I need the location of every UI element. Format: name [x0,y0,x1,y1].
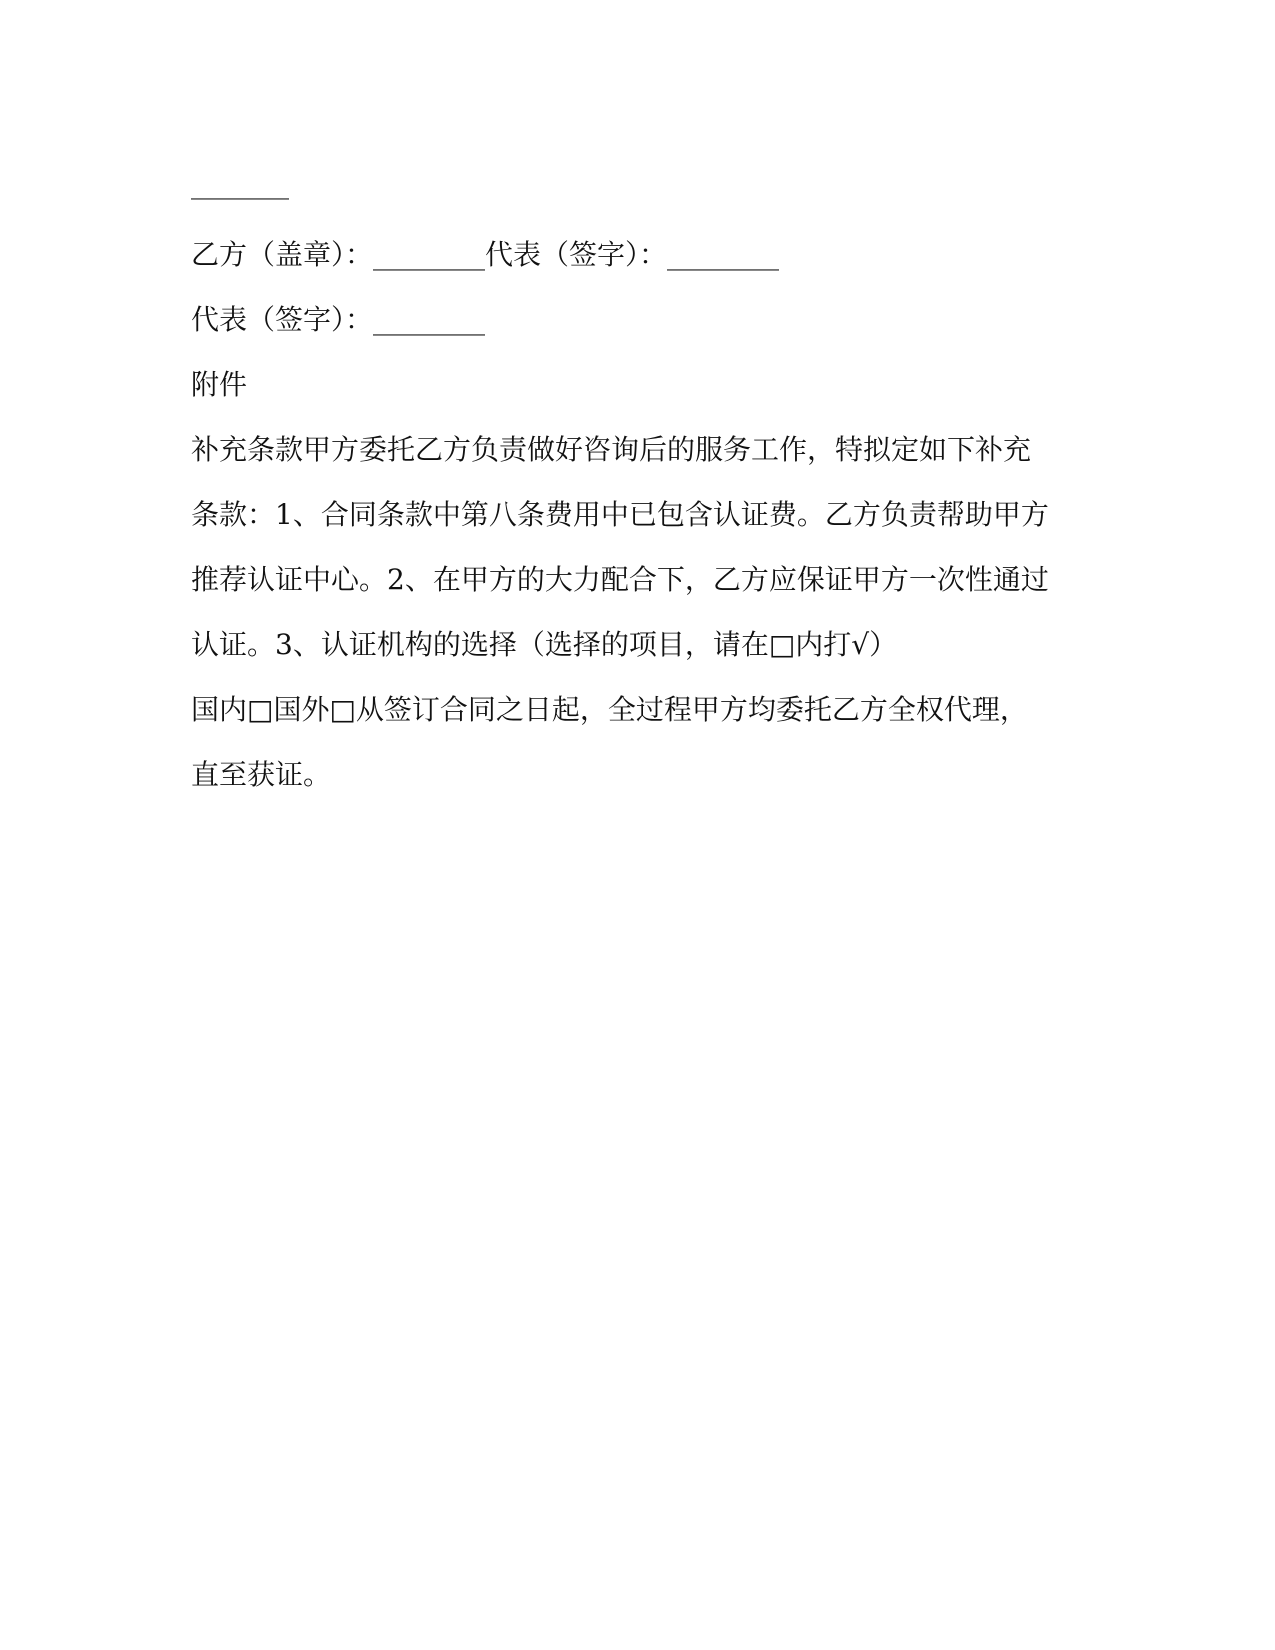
supplementary-clause-paragraph: 补充条款甲方委托乙方负责做好咨询后的服务工作，特拟定如下补充 条款：1、合同条款中第八条费用中已包含认证费。乙方负责帮助甲方 推荐认证中心。2、在甲方的大力配合下，乙方应保证甲方一次性通过 认证。3、认证机构的选择（选择的项目，请在□内打√） [191,433,1049,661]
party-b-signature-line: 乙方（盖章）：________代表（签字）：________ [191,238,780,271]
representative-signature-line: 代表（签字）：________ [191,303,486,336]
attachment-heading: 附件 [191,368,248,401]
document-body [191,167,1091,807]
signature-rule: _______ [191,167,289,200]
domestic-foreign-paragraph: 国内□国外□从签订合同之日起，全过程甲方均委托乙方全权代理， 直至获证。 [191,693,1028,791]
